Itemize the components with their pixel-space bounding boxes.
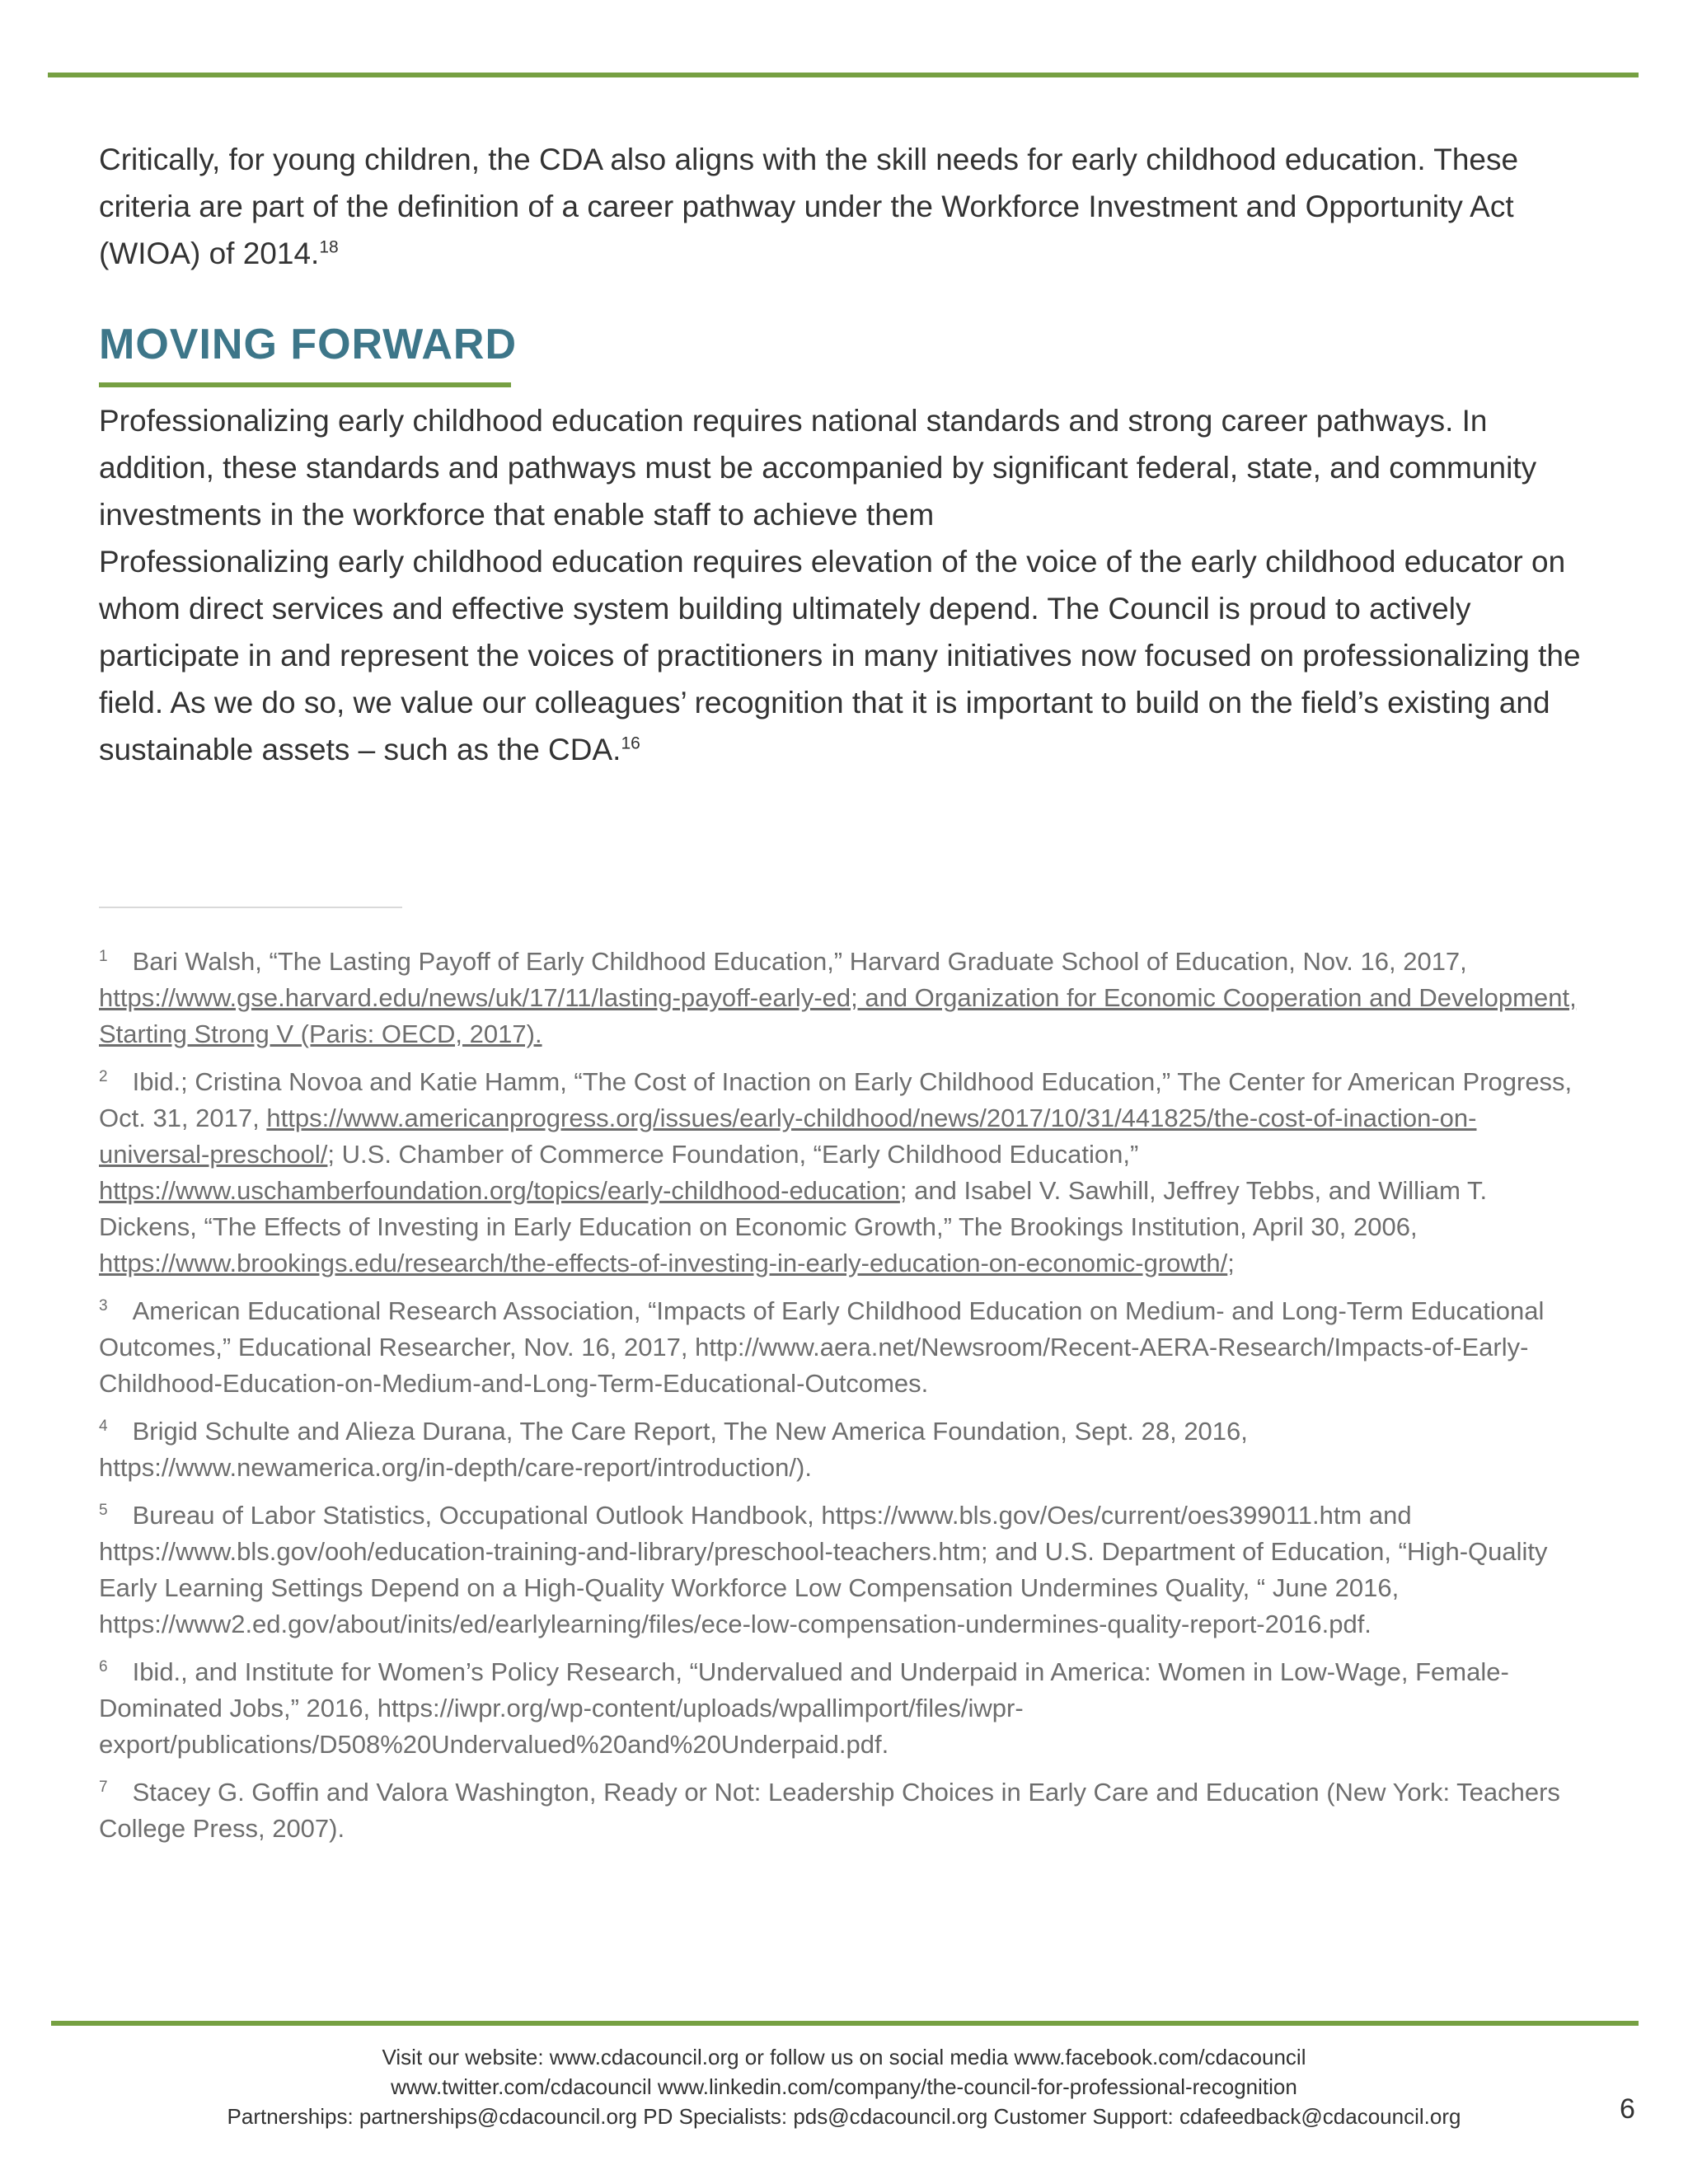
footnote-number: 2: [99, 1067, 108, 1085]
body-paragraph: Professionalizing early childhood education requires national standards and strong career pathways. In addition, these standards and pathways must be accompanied by significant federal, state, and community investments in the workforce that enable staff to achieve them: [99, 404, 1537, 532]
footnote-text: Bureau of Labor Statistics, Occupational Outlook Handbook, https://www.bls.gov/Oes/current/oes399011.htm and https://www.bls.gov/ooh/education-training-and-library/preschool-teachers.htm; and U.S. Department of Education, “High-Quality Early Learning Settings Depend on a High-Quality Workforce Low Compensation Undermines Quality, “ June 2016, https://www2.ed.gov/about/inits/ed/earlylearning/files/ece-low-compensation-undermines-quality-report-2016.pdf.: [99, 1501, 1548, 1638]
footnote-5: [99, 1497, 1582, 1643]
footnote-link[interactable]: https://www.brookings.edu/research/the-effects-of-investing-in-early-education-on-economic-growth/: [99, 1249, 1228, 1277]
footnote-6: [99, 1654, 1582, 1763]
footnote-text: Bari Walsh, “The Lasting Payoff of Early Childhood Education,” Harvard Graduate School of Education, Nov. 16, 2017,: [132, 947, 1467, 976]
page-number: 6: [1620, 2093, 1635, 2125]
footnote-text: Stacey G. Goffin and Valora Washington, Ready or Not: Leadership Choices in Early Care and Education (New York: Teachers College Press, 2007).: [99, 1778, 1560, 1843]
footnote-1: [99, 944, 1582, 1052]
footnote-number: 6: [99, 1657, 108, 1675]
footnote-text: American Educational Research Association, “Impacts of Early Childhood Education on Medium- and Long-Term Educational Outcomes,” Educational Researcher, Nov. 16, 2017, http://www.aera.net/Newsroom/Recent-AERA-Research/Impacts-of-Early-Childhood-Education-on-Medium-and-Long-Term-Educational-Outcomes.: [99, 1296, 1545, 1398]
footnote-4: [99, 1413, 1582, 1486]
footnotes: [99, 944, 1582, 1858]
footnote-number: 5: [99, 1501, 108, 1519]
footer-line: Partnerships: partnerships@cdacouncil.org PD Specialists: pds@cdacouncil.org Customer Support: cdafeedback@cdacouncil.org: [227, 2104, 1461, 2129]
page-footer: [0, 2042, 1688, 2131]
footnote-text: Ibid.; Cristina Novoa and Katie Hamm, “The Cost of Inaction on Early Childhood Education,” The Center for American Progress, Oct. 31, 2017,: [99, 1067, 1573, 1132]
footnote-text: ;: [1227, 1249, 1235, 1277]
footnote-number: 7: [99, 1778, 108, 1796]
heading-underline: [99, 382, 511, 387]
section-heading: MOVING FORWARD: [99, 321, 518, 368]
bottom-divider: [51, 2021, 1639, 2026]
footnote-separator: [99, 907, 402, 908]
footnote-3: [99, 1293, 1582, 1402]
footnote-number: 4: [99, 1417, 108, 1435]
main-content: [99, 136, 1582, 773]
footnote-link[interactable]: https://www.gse.harvard.edu/news/uk/17/11/lasting-payoff-early-ed; and Organization for Economic Cooperation and Development, Starting Strong V (Paris: OECD, 2017).: [99, 983, 1577, 1048]
footnote-link[interactable]: https://www.americanprogress.org/issues/early-childhood/news/2017/10/31/441825/the-cost-of-inaction-on-universal-preschool/: [99, 1104, 1477, 1169]
body-paragraph-text: Professionalizing early childhood education requires elevation of the voice of the early childhood educator on whom direct services and effective system building ultimately depend. The Council is proud to actively participate in and represent the voices of practitioners in many initiatives now focused on professionalizing the field. As we do so, we value our colleagues’ recognition that it is important to build on the field’s existing and sustainable assets – such as the CDA.: [99, 545, 1581, 766]
footnote-text: ; and Isabel V. Sawhill, Jeffrey Tebbs, and William T. Dickens, “The Effects of Investing in Early Education on Economic Growth,” The Brookings Institution, April 30, 2006,: [99, 1176, 1488, 1241]
footnote-text: Ibid., and Institute for Women’s Policy Research, “Undervalued and Underpaid in America: Women in Low-Wage, Female-Dominated Jobs,” 2016, https://iwpr.org/wp-content/uploads/wpallimport/files/iwpr-export/publications/D508%20Undervalued%20and%20Underpaid.pdf.: [99, 1657, 1509, 1759]
footnote-number: 3: [99, 1296, 108, 1315]
intro-paragraph: [99, 136, 1582, 277]
top-divider: [48, 73, 1639, 77]
body-paragraph: [99, 538, 1582, 773]
footnote-7: [99, 1774, 1582, 1847]
footnote-text: ; U.S. Chamber of Commerce Foundation, “Early Childhood Education,”: [327, 1140, 1139, 1169]
intro-text: Critically, for young children, the CDA also aligns with the skill needs for early childhood education. These criteria are part of the definition of a career pathway under the Workforce Investment and Opportunity Act (WIOA) of 2014.: [99, 143, 1519, 270]
footnote-ref: 16: [621, 733, 640, 753]
footnote-text: Brigid Schulte and Alieza Durana, The Care Report, The New America Foundation, Sept. 28, 2016, https://www.newamerica.org/in-depth/care-report/introduction/).: [99, 1417, 1248, 1482]
footer-line: Visit our website: www.cdacouncil.org or follow us on social media www.facebook.com/cdacouncil: [382, 2045, 1306, 2069]
footer-line: www.twitter.com/cdacouncil www.linkedin.com/company/the-council-for-professional-recognition: [391, 2074, 1297, 2099]
footnote-number: 1: [99, 947, 108, 965]
footnote-ref: 18: [319, 237, 339, 257]
footnote-2: [99, 1064, 1582, 1282]
footnote-link[interactable]: https://www.uschamberfoundation.org/topics/early-childhood-education: [99, 1176, 900, 1205]
